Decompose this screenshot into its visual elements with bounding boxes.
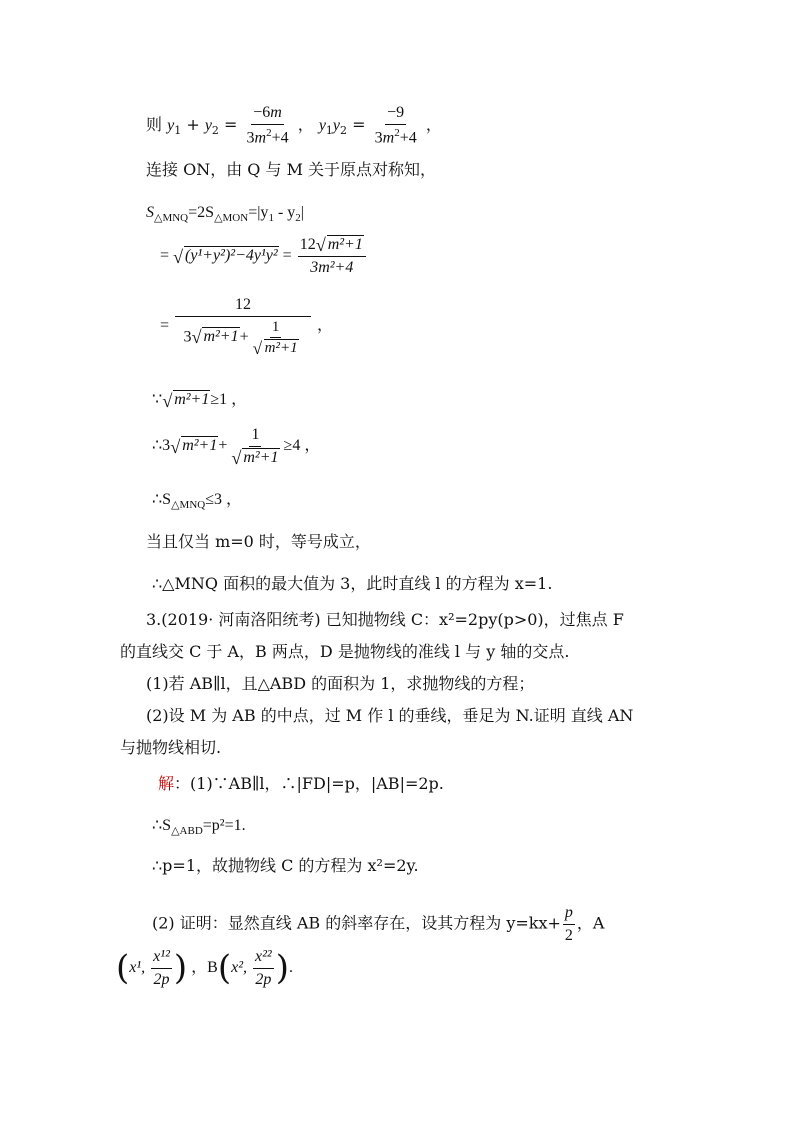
radicand: m²+1: [243, 448, 279, 466]
line-connect-on: 连接 ON，由 Q 与 M 关于原点对称知，: [146, 160, 437, 179]
text: ，A: [576, 913, 605, 933]
solution-line5: (x¹, $\frac{\text{x¹²}}{2p}$ ) ，B(x², $\frac{\text{x²²}}{2p}$ ).: [116, 948, 293, 989]
num: −9: [385, 104, 406, 125]
num: 12: [175, 296, 311, 317]
op: ∵: [152, 391, 163, 408]
radicand: m²+1: [203, 328, 239, 346]
num: m: [270, 104, 282, 121]
solution-line3: ∴p=1，故抛物线 C 的方程为 x²=2y.: [152, 856, 419, 875]
coord: x²,: [231, 958, 247, 976]
text: =p²=1.: [202, 817, 246, 834]
den: 3: [183, 328, 192, 346]
text: ≥1 ，: [210, 391, 248, 408]
sqrt: √ (y¹+y²)²−4y¹y²: [173, 246, 278, 267]
fraction-sum: $\frac{-6m}{3m^2+4}$: [246, 104, 289, 146]
num: −6: [253, 104, 271, 121]
solution-line4: [152, 904, 604, 944]
den: 2p: [153, 970, 170, 988]
num: 1: [270, 319, 282, 339]
op: =: [352, 114, 366, 134]
op: =: [160, 246, 170, 264]
solution-line2: [152, 816, 246, 838]
coord: x¹,: [129, 958, 146, 976]
var: y: [167, 116, 175, 134]
sub: △MON: [214, 212, 249, 225]
radicand: m²+1: [174, 391, 210, 408]
num: x¹²: [151, 948, 172, 969]
sub: △ABD: [171, 825, 203, 838]
op: =: [160, 316, 170, 334]
question-3-line1: 3.(2019· 河南洛阳统考) 已知抛物线 C：x²=2py(p>0)，过焦点 F: [146, 610, 624, 629]
num: 1: [249, 426, 261, 447]
text: ∴S: [152, 491, 172, 508]
den: 3: [246, 128, 255, 146]
sub: △MNQ: [171, 499, 206, 512]
op: =: [282, 246, 292, 264]
radicand: (y¹+y²)²−4y¹y²: [185, 246, 278, 264]
var: S: [146, 204, 154, 221]
radicand: m²+1: [327, 236, 363, 253]
question-3-part1: (1)若 AB∥l，且△ABD 的面积为 1，求抛物线的方程；: [146, 674, 535, 693]
fraction-product: $\frac{-9}{3m^2+4}$: [374, 104, 417, 146]
op: ∴3: [152, 436, 171, 454]
sep: ，: [297, 114, 314, 134]
solution-label: 解: [158, 774, 175, 793]
line-max-area: ∴△MNQ 面积的最大值为 3，此时直线 l 的方程为 x=1.: [152, 574, 553, 593]
num: x²²: [253, 948, 274, 969]
line-since-sqrt: ∵ √ m²+1≥1 ，: [152, 390, 248, 411]
den: 3m²+4: [310, 258, 354, 276]
line-area-simplified: [160, 296, 333, 357]
op: +: [239, 328, 249, 346]
op: +: [218, 436, 228, 454]
question-3-part2-cont: 与抛物线相切.: [120, 738, 222, 757]
var: y: [204, 116, 212, 134]
text: =|y: [248, 204, 269, 221]
line-therefore-ge4: ∴3 √ m²+1+ 1 √ m²+1 ≥4 ，: [152, 426, 321, 468]
fraction-area: 12 √ m²+1 3m²+4: [298, 236, 366, 276]
text: .: [288, 958, 293, 976]
text: ∴S: [152, 817, 172, 834]
op: +: [186, 114, 200, 134]
text: ：(1)∵AB∥l，∴|FD|=p，|AB|=2p.: [174, 774, 444, 793]
line-area-sqrt: [160, 236, 368, 276]
text: =2S: [188, 204, 215, 221]
var: y: [318, 116, 326, 134]
question-3-part2: (2)设 M 为 AB 的中点，过 M 作 l 的垂线，垂足为 N.证明 直线 AN: [146, 706, 634, 725]
question-3-line2: 的直线交 C 于 A，B 两点，D 是抛物线的准线 l 与 y 轴的交点.: [120, 642, 570, 661]
sep: ，: [425, 114, 442, 134]
line-equality-condition: 当且仅当 m=0 时，等号成立，: [146, 532, 371, 551]
den: m: [254, 128, 267, 146]
sub: △MNQ: [154, 212, 189, 225]
radicand: m²+1: [182, 436, 218, 454]
num: 12: [299, 236, 316, 253]
fraction-big: 12 3 √ m²+1+ 1 √ m²+1: [175, 296, 311, 357]
sep: ，: [317, 316, 334, 334]
den: +4: [271, 128, 289, 146]
text: |: [300, 204, 304, 221]
line-sum-product: 则 $y_1 + y_2$ = $\frac{-6m}{3m^2+4}$ ， $y_1y_2$ = $\frac{-9}{3m^2+4}$ ，: [146, 104, 442, 146]
text: ≤3 ，: [205, 491, 243, 508]
den: 2: [564, 926, 573, 944]
den: 2p: [255, 970, 272, 988]
text: (2) 证明：显然直线 AB 的斜率存在，设其方程为 y=kx+: [152, 913, 561, 933]
op: =: [224, 114, 238, 134]
radicand: m²+1: [264, 340, 298, 357]
text: - y: [273, 204, 296, 221]
line-area-le3: [152, 490, 242, 512]
text: ，B: [191, 958, 218, 976]
text: ≥4 ，: [283, 436, 321, 454]
line-area-relation: $S_{\triangle MNQ}=2S_{\triangle MON}=|y_1 - y_2|$: [146, 204, 304, 225]
solution-line1: [158, 774, 444, 793]
num: p: [563, 904, 575, 925]
text: 则: [146, 114, 163, 134]
